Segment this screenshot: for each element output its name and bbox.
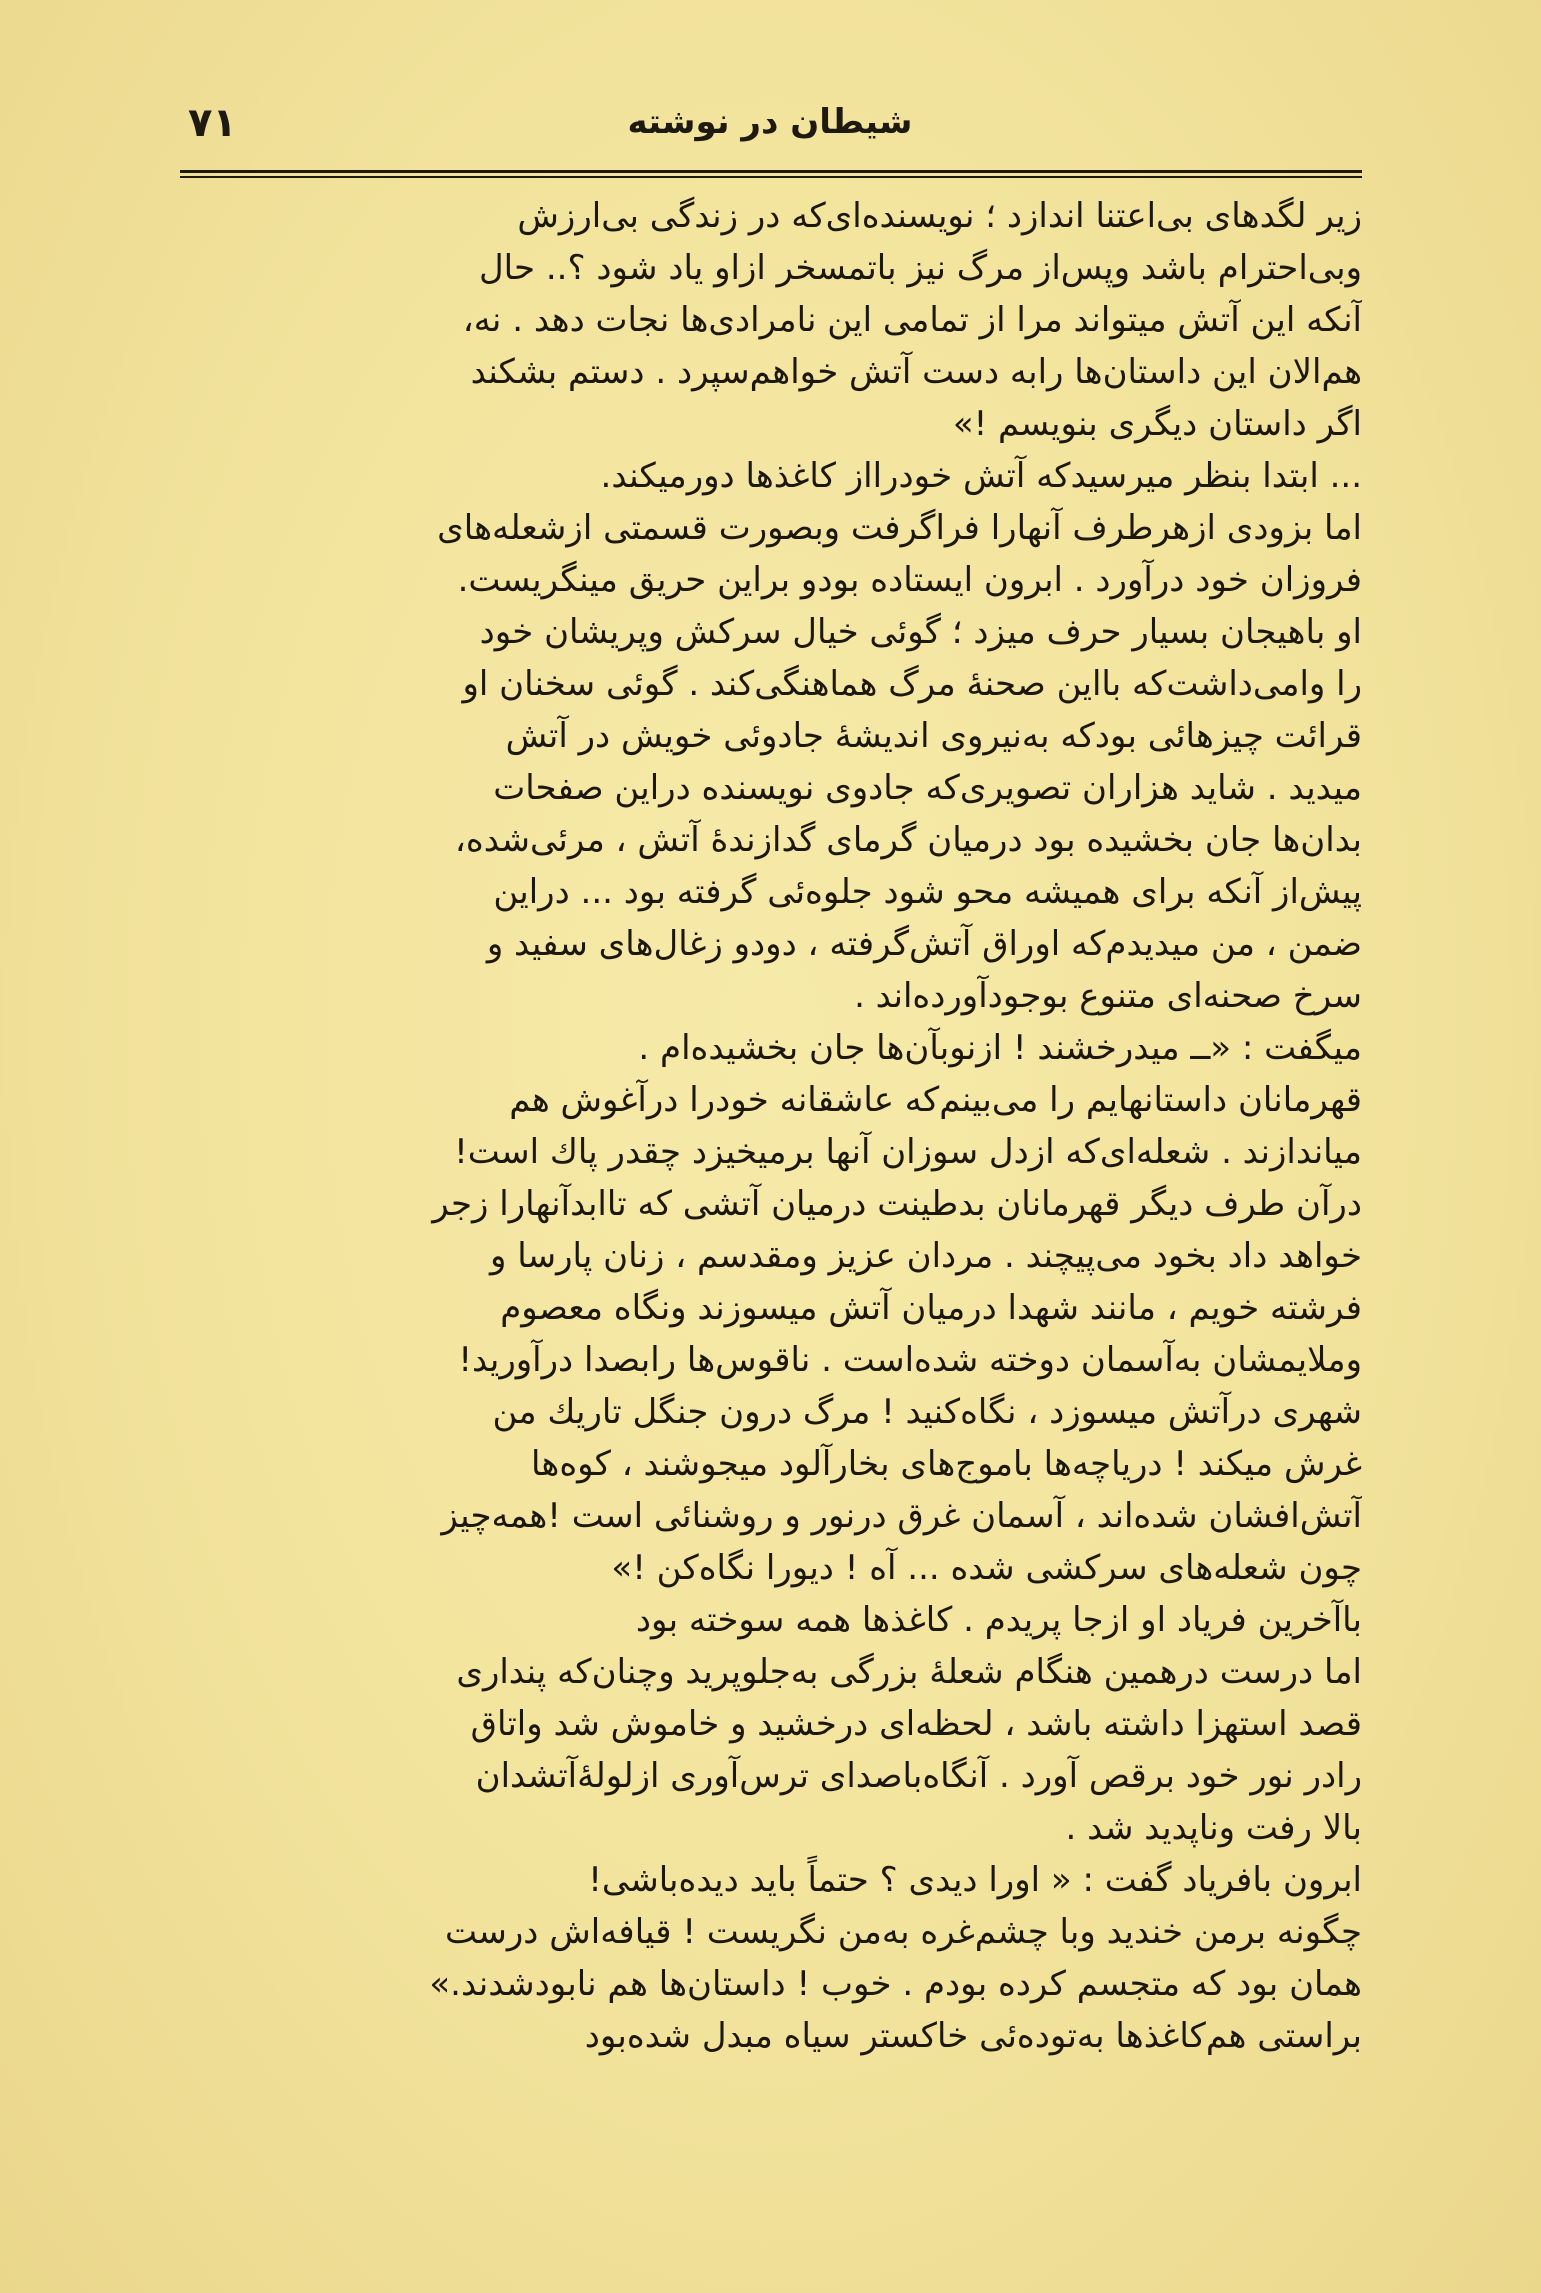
text-line: همان بود که متجسم کرده بودم . خوب ! داستان‌ها هم نابودشدند.» [429, 1964, 1362, 2004]
text-line: وملایمشان به‌آسمان دوخته شده‌است . ناقوس‌ها رابصدا درآورید! [458, 1340, 1362, 1380]
text-line: قهرمانان داستانهایم را می‌بینم‌که عاشقانه خودرا درآغوش هم [509, 1080, 1362, 1120]
text-line: چون شعله‌های سرکشی شده ... آه ! دیورا نگاه‌کن !» [611, 1548, 1362, 1588]
text-line: براستی هم‌کاغذها به‌توده‌ئی خاکستر سیاه مبدل شده‌بود [584, 2016, 1362, 2056]
text-line: ... ابتدا بنظر میرسیدکه آتش خودرااز کاغذها دورمیکند. [600, 456, 1362, 496]
text-line: آنکه این آتش میتواند مرا از تمامی این نامرادی‌ها نجات دهد . نه، [462, 300, 1362, 340]
text-line: شهری درآتش میسوزد ، نگاه‌کنید ! مرگ درون جنگل تاریك من [492, 1392, 1362, 1432]
text-line: فرشته خویم ، مانند شهدا درمیان آتش میسوزند ونگاه معصوم [500, 1288, 1362, 1328]
text-line: قرائت چیزهائی بودکه به‌نیروی اندیشهٔ جادوئی خویش در آتش [505, 716, 1362, 756]
text-line: رادر نور خود برقص آورد . آنگاه‌باصدای ترس‌آوری ازلولهٔ‌آتشدان [475, 1756, 1362, 1796]
running-title: شیطان در نوشته [627, 102, 913, 142]
text-line: بالا رفت وناپدید شد . [1065, 1808, 1362, 1848]
text-line: هم‌الان این داستان‌ها رابه دست آتش خواهم‌سپرد . دستم بشکند [470, 352, 1362, 392]
text-line: فروزان خود درآورد . ابرون ایستاده بودو براین حریق مینگریست. [457, 560, 1362, 600]
text-line: را وامی‌داشت‌که بااین صحنهٔ مرگ هماهنگی‌کند . گوئی سخنان او [462, 664, 1362, 704]
text-line: میدید . شاید هزاران تصویری‌که جادوی نویسنده دراین صفحات [493, 768, 1362, 808]
text-line: ضمن ، من میدیدم‌که اوراق آتش‌گرفته ، دودو زغال‌های سفید و [486, 924, 1362, 964]
body-text [178, 190, 1362, 2062]
text-line: میگفت : «ــ میدرخشند ! ازنوبآن‌ها جان بخشیده‌ام . [638, 1028, 1362, 1068]
page-number: ۷۱ [188, 100, 237, 146]
text-line: درآن طرف دیگر قهرمانان بدطینت درمیان آتشی که تاابدآنهارا زجر [432, 1184, 1362, 1224]
page-header [180, 100, 1360, 160]
text-line: او باهیجان بسیار حرف میزد ؛ گوئی خیال سرکش وپریشان خود [479, 612, 1362, 652]
text-line: قصد استهزا داشته باشد ، لحظه‌ای درخشید و خاموش شد واتاق [470, 1704, 1362, 1744]
text-line: اما بزودی ازهرطرف آنهارا فراگرفت وبصورت قسمتی ازشعله‌های [437, 508, 1362, 548]
text-line: اما درست درهمین هنگام شعلهٔ بزرگی به‌جلوپرید وچنان‌که پنداری [456, 1652, 1362, 1692]
text-line: ابرون بافریاد گفت : « اورا دیدی ؟ حتماً باید دیده‌باشی! [588, 1860, 1362, 1900]
text-line: وبی‌احترام باشد وپس‌از مرگ نیز باتمسخر ازاو یاد شود ؟.. حال [478, 248, 1362, 288]
text-line: آتش‌افشان شده‌اند ، آسمان غرق درنور و روشنائی است !همه‌چیز [441, 1496, 1362, 1536]
text-line: میاندازند . شعله‌ای‌که ازدل سوزان آنها برمیخیزد چقدر پاك است! [454, 1132, 1362, 1172]
text-line: خواهد داد بخود می‌پیچند . مردان عزیز ومقدسم ، زنان پارسا و [490, 1236, 1362, 1276]
text-line: اگر داستان دیگری بنویسم !» [952, 404, 1362, 444]
text-line: پیش‌از آنکه برای همیشه محو شود جلوه‌ئی گرفته بود ... دراین [493, 872, 1362, 912]
text-line: چگونه برمن خندید وبا چشم‌غره به‌من نگریست ! قیافه‌اش درست [445, 1912, 1362, 1952]
text-line: غرش میکند ! دریاچه‌ها باموج‌های بخارآلود میجوشند ، کوه‌ها [531, 1444, 1362, 1484]
text-line: بدان‌ها جان بخشیده بود درمیان گرمای گدازندهٔ آتش ، مرئی‌شده، [454, 820, 1362, 860]
text-line: زیر لگدهای بی‌اعتنا اندازد ؛ نویسنده‌ای‌که در زندگی بی‌ارزش [517, 196, 1362, 236]
text-line: باآخرین فریاد او ازجا پریدم . کاغذها همه سوخته بود [635, 1600, 1362, 1640]
text-line: سرخ صحنه‌ای متنوع بوجودآورده‌اند . [854, 976, 1362, 1016]
header-rule [180, 170, 1362, 178]
